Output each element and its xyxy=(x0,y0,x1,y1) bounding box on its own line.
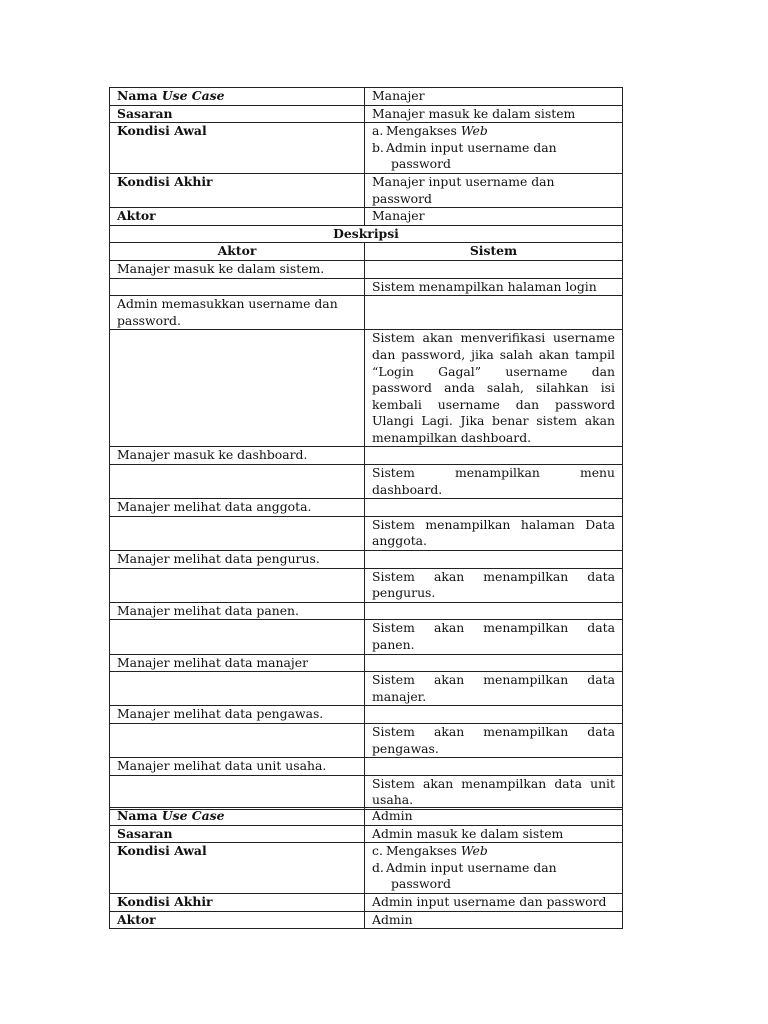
table-row xyxy=(110,225,623,243)
steps-body xyxy=(110,260,623,809)
step-row xyxy=(110,620,623,654)
step-aktor-cell: Manajer masuk ke dalam sistem. xyxy=(110,260,365,278)
step-sistem-cell: Sistem akan menampilkan data manajer. xyxy=(365,672,623,706)
step-row xyxy=(110,654,623,672)
step-sistem-cell: Sistem menampilkan halaman login xyxy=(365,278,623,296)
value-kondisi-akhir: Admin input username dan password xyxy=(365,893,623,911)
step-row xyxy=(110,447,623,465)
step-aktor-cell xyxy=(110,568,365,602)
table-row xyxy=(110,911,623,929)
label-kondisi-akhir: Kondisi Akhir xyxy=(110,893,365,911)
step-aktor-cell xyxy=(110,672,365,706)
step-sistem-cell: Sistem akan menampilkan data unit usaha. xyxy=(365,775,623,809)
use-case-table-manajer xyxy=(109,87,623,810)
step-sistem-cell xyxy=(365,499,623,517)
step-aktor-cell xyxy=(110,516,365,550)
step-row xyxy=(110,278,623,296)
label-kondisi-awal: Kondisi Awal xyxy=(110,843,365,894)
table-row xyxy=(110,105,623,123)
step-row xyxy=(110,568,623,602)
step-aktor-cell: Manajer melihat data anggota. xyxy=(110,499,365,517)
step-aktor-cell: Manajer melihat data unit usaha. xyxy=(110,758,365,776)
table-row xyxy=(110,123,623,174)
table-row xyxy=(110,843,623,894)
step-row xyxy=(110,723,623,757)
label-aktor: Aktor xyxy=(110,911,365,929)
column-header-aktor: Aktor xyxy=(110,243,365,261)
table-row xyxy=(110,243,623,261)
value-nama-use-case: Admin xyxy=(365,808,623,826)
step-row xyxy=(110,758,623,776)
deskripsi-header: Deskripsi xyxy=(110,225,623,243)
step-row xyxy=(110,706,623,724)
label-nama-use-case: Nama Use Case xyxy=(110,88,365,106)
table-row xyxy=(110,208,623,226)
use-case-table-body xyxy=(110,88,623,261)
step-row xyxy=(110,516,623,550)
value-aktor: Manajer xyxy=(365,208,623,226)
step-sistem-cell xyxy=(365,602,623,620)
list-item: c. Mengakses Web xyxy=(372,843,488,859)
value-kondisi-awal xyxy=(365,843,623,894)
value-aktor: Admin xyxy=(365,911,623,929)
step-aktor-cell xyxy=(110,775,365,809)
step-aktor-cell: Manajer masuk ke dashboard. xyxy=(110,447,365,465)
value-nama-use-case: Manajer xyxy=(365,88,623,106)
list-item: a. Mengakses Web xyxy=(372,123,488,139)
label-kondisi-awal: Kondisi Awal xyxy=(110,123,365,174)
step-sistem-cell: Sistem akan menverifikasi username dan password, jika salah akan tampil “Login Gagal” username dan password anda salah, silahkan isi kembali username dan password Ulangi Lagi. Jika benar sistem akan menampilkan dashboard. xyxy=(365,330,623,447)
step-row xyxy=(110,330,623,447)
step-row xyxy=(110,551,623,569)
step-aktor-cell xyxy=(110,620,365,654)
step-row xyxy=(110,260,623,278)
column-header-sistem: Sistem xyxy=(365,243,623,261)
step-sistem-cell xyxy=(365,296,623,330)
value-kondisi-awal xyxy=(365,123,623,174)
step-row xyxy=(110,775,623,809)
label-kondisi-akhir: Kondisi Akhir xyxy=(110,173,365,207)
label-aktor: Aktor xyxy=(110,208,365,226)
step-aktor-cell xyxy=(110,278,365,296)
step-sistem-cell xyxy=(365,551,623,569)
table-row xyxy=(110,808,623,826)
step-sistem-cell xyxy=(365,260,623,278)
step-sistem-cell: Sistem akan menampilkan data pengawas. xyxy=(365,723,623,757)
step-sistem-cell: Sistem akan menampilkan data pengurus. xyxy=(365,568,623,602)
step-aktor-cell xyxy=(110,330,365,447)
step-sistem-cell xyxy=(365,654,623,672)
step-row xyxy=(110,296,623,330)
step-aktor-cell xyxy=(110,465,365,499)
step-aktor-cell: Manajer melihat data manajer xyxy=(110,654,365,672)
step-row xyxy=(110,465,623,499)
value-kondisi-akhir: Manajer input username dan password xyxy=(365,173,623,207)
step-sistem-cell: Sistem akan menampilkan data panen. xyxy=(365,620,623,654)
step-sistem-cell xyxy=(365,758,623,776)
step-aktor-cell: Manajer melihat data panen. xyxy=(110,602,365,620)
label-sasaran: Sasaran xyxy=(110,825,365,843)
step-row xyxy=(110,499,623,517)
use-case-table-body xyxy=(110,808,623,929)
step-aktor-cell: Manajer melihat data pengawas. xyxy=(110,706,365,724)
step-row xyxy=(110,672,623,706)
step-aktor-cell: Manajer melihat data pengurus. xyxy=(110,551,365,569)
list-item: b. Admin input username dan xyxy=(372,139,557,155)
step-sistem-cell: Sistem menampilkan menu dashboard. xyxy=(365,465,623,499)
table-row xyxy=(110,173,623,207)
table-row xyxy=(110,88,623,106)
step-aktor-cell xyxy=(110,723,365,757)
label-nama-use-case: Nama Use Case xyxy=(110,808,365,826)
table-row xyxy=(110,893,623,911)
list-item: d. Admin input username dan xyxy=(372,859,557,875)
step-sistem-cell xyxy=(365,706,623,724)
step-sistem-cell: Sistem menampilkan halaman Data anggota. xyxy=(365,516,623,550)
value-sasaran: Admin masuk ke dalam sistem xyxy=(365,825,623,843)
label-sasaran: Sasaran xyxy=(110,105,365,123)
list-item-continuation: password xyxy=(391,876,451,892)
step-aktor-cell: Admin memasukkan username dan password. xyxy=(110,296,365,330)
use-case-table-admin xyxy=(109,807,623,929)
value-sasaran: Manajer masuk ke dalam sistem xyxy=(365,105,623,123)
step-sistem-cell xyxy=(365,447,623,465)
list-item-continuation: password xyxy=(391,156,451,172)
step-row xyxy=(110,602,623,620)
table-row xyxy=(110,825,623,843)
